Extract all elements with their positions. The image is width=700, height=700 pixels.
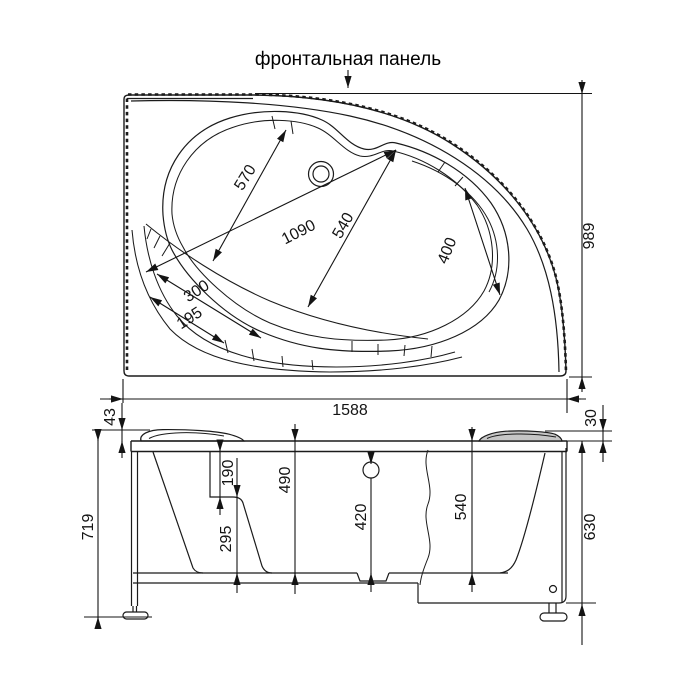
dim-label-989: 989	[581, 222, 598, 250]
dim-label-630: 630	[582, 513, 599, 541]
front-view	[123, 430, 567, 621]
break-line	[420, 450, 430, 585]
dim-label-195: 195	[173, 304, 206, 333]
dim-label-1588: 1588	[332, 402, 368, 419]
dim-label-719: 719	[80, 513, 97, 541]
dim-label-540-front: 540	[453, 493, 470, 521]
dim-label-400: 400	[434, 235, 461, 267]
dim-label-540-top: 540	[329, 209, 358, 242]
dim-label-190: 190	[220, 459, 237, 487]
rim-tick-marks	[147, 116, 463, 370]
skirt-hole	[550, 586, 557, 593]
jet-circle	[363, 462, 379, 478]
dim-label-43: 43	[102, 408, 119, 426]
right-foot	[540, 613, 567, 621]
dim-label-420: 420	[353, 503, 370, 531]
dim-label-490: 490	[277, 466, 294, 494]
left-foot	[123, 612, 148, 619]
drain-circle-inner	[313, 166, 329, 182]
top-view-dimensions	[100, 70, 592, 413]
dim-label-295: 295	[218, 525, 235, 553]
dim-label-300: 300	[180, 277, 213, 306]
frontal-panel-label: фронтальная панель	[254, 49, 442, 70]
dim-label-30: 30	[583, 409, 600, 427]
dim-label-1090: 1090	[279, 216, 319, 249]
dim-label-570: 570	[231, 161, 260, 194]
